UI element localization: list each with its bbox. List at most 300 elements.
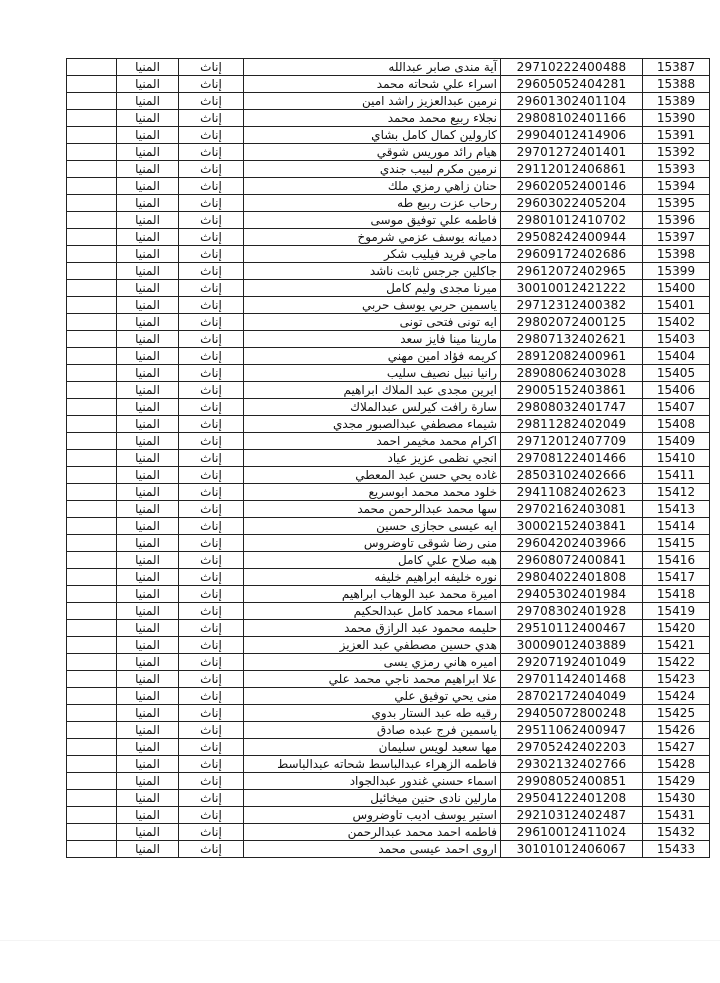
gender-cell: إناث [179, 399, 244, 416]
table-row [67, 110, 710, 127]
empty-cell [67, 501, 117, 518]
serial-number-cell: 15406 [643, 382, 710, 399]
national-id-cell: 29504122401208 [501, 790, 643, 807]
name-cell: علا ابراهيم محمد ناجي محمد علي [244, 671, 501, 688]
governorate-cell: المنيا [117, 501, 179, 518]
serial-number-cell: 15426 [643, 722, 710, 739]
governorate-cell: المنيا [117, 382, 179, 399]
name-cell: فاطمه الزهراء عبدالباسط شحاته عبدالباسط [244, 756, 501, 773]
serial-number-cell: 15388 [643, 76, 710, 93]
serial-number-cell: 15393 [643, 161, 710, 178]
table-row [67, 552, 710, 569]
table-row [67, 484, 710, 501]
empty-cell [67, 688, 117, 705]
gender-cell: إناث [179, 314, 244, 331]
name-cell: مها سعيد لويس سليمان [244, 739, 501, 756]
name-cell: هبه صلاح علي كامل [244, 552, 501, 569]
empty-cell [67, 382, 117, 399]
name-cell: جاكلين جرجس ثابت ناشد [244, 263, 501, 280]
serial-number-cell: 15415 [643, 535, 710, 552]
governorate-cell: المنيا [117, 722, 179, 739]
serial-number-cell: 15425 [643, 705, 710, 722]
name-cell: اسراء علي شحاته محمد [244, 76, 501, 93]
governorate-cell: المنيا [117, 416, 179, 433]
national-id-cell: 29808032401747 [501, 399, 643, 416]
governorate-cell: المنيا [117, 739, 179, 756]
gender-cell: إناث [179, 518, 244, 535]
table-row [67, 501, 710, 518]
gender-cell: إناث [179, 280, 244, 297]
table-row [67, 59, 710, 76]
empty-cell [67, 654, 117, 671]
name-cell: غاده يحي حسن عبد المعطي [244, 467, 501, 484]
name-cell: اسماء حسني غندور عبدالجواد [244, 773, 501, 790]
table-row [67, 161, 710, 178]
governorate-cell: المنيا [117, 433, 179, 450]
serial-number-cell: 15389 [643, 93, 710, 110]
governorate-cell: المنيا [117, 127, 179, 144]
serial-number-cell: 15424 [643, 688, 710, 705]
name-cell: كارولين كمال كامل بشاي [244, 127, 501, 144]
name-cell: سها محمد عبدالرحمن محمد [244, 501, 501, 518]
serial-number-cell: 15402 [643, 314, 710, 331]
serial-number-cell: 15420 [643, 620, 710, 637]
serial-number-cell: 15405 [643, 365, 710, 382]
empty-cell [67, 127, 117, 144]
gender-cell: إناث [179, 841, 244, 858]
name-cell: فاطمه احمد محمد عبدالرحمن [244, 824, 501, 841]
national-id-cell: 29609172402686 [501, 246, 643, 263]
serial-number-cell: 15421 [643, 637, 710, 654]
table-row [67, 365, 710, 382]
gender-cell: إناث [179, 603, 244, 620]
empty-cell [67, 178, 117, 195]
governorate-cell: المنيا [117, 790, 179, 807]
page-bottom-edge [0, 940, 720, 941]
gender-cell: إناث [179, 586, 244, 603]
national-id-cell: 29712312400382 [501, 297, 643, 314]
national-id-cell: 29602052400146 [501, 178, 643, 195]
gender-cell: إناث [179, 722, 244, 739]
national-id-cell: 29005152403861 [501, 382, 643, 399]
table-row [67, 773, 710, 790]
national-id-cell: 29701142401468 [501, 671, 643, 688]
governorate-cell: المنيا [117, 110, 179, 127]
national-id-cell: 29411082402623 [501, 484, 643, 501]
table-row [67, 586, 710, 603]
serial-number-cell: 15409 [643, 433, 710, 450]
empty-cell [67, 620, 117, 637]
serial-number-cell: 15422 [643, 654, 710, 671]
serial-number-cell: 15429 [643, 773, 710, 790]
empty-cell [67, 59, 117, 76]
national-id-cell: 29708302401928 [501, 603, 643, 620]
table-row [67, 824, 710, 841]
empty-cell [67, 450, 117, 467]
national-id-cell: 29405302401984 [501, 586, 643, 603]
national-id-cell: 29405072800248 [501, 705, 643, 722]
national-id-cell: 29603022405204 [501, 195, 643, 212]
governorate-cell: المنيا [117, 688, 179, 705]
governorate-cell: المنيا [117, 59, 179, 76]
table-row [67, 467, 710, 484]
gender-cell: إناث [179, 161, 244, 178]
serial-number-cell: 15398 [643, 246, 710, 263]
name-cell: منى رضا شوقى تاوضروس [244, 535, 501, 552]
table-row [67, 93, 710, 110]
name-cell: اكرام محمد مخيمر احمد [244, 433, 501, 450]
governorate-cell: المنيا [117, 144, 179, 161]
table-row [67, 76, 710, 93]
name-cell: فاطمه علي توفيق موسى [244, 212, 501, 229]
serial-number-cell: 15428 [643, 756, 710, 773]
gender-cell: إناث [179, 433, 244, 450]
gender-cell: إناث [179, 348, 244, 365]
serial-number-cell: 15427 [643, 739, 710, 756]
empty-cell [67, 212, 117, 229]
national-id-cell: 29811282402049 [501, 416, 643, 433]
gender-cell: إناث [179, 195, 244, 212]
empty-cell [67, 739, 117, 756]
governorate-cell: المنيا [117, 484, 179, 501]
national-id-cell: 29210312402487 [501, 807, 643, 824]
name-cell: ياسمين حربي يوسف حربي [244, 297, 501, 314]
table-row [67, 739, 710, 756]
empty-cell [67, 586, 117, 603]
national-id-cell: 29702162403081 [501, 501, 643, 518]
national-id-cell: 29112012406861 [501, 161, 643, 178]
serial-number-cell: 15410 [643, 450, 710, 467]
governorate-cell: المنيا [117, 654, 179, 671]
name-cell: استير يوسف اديب تاوضروس [244, 807, 501, 824]
name-cell: اميرة محمد عبد الوهاب ابراهيم [244, 586, 501, 603]
name-cell: ياسمين فرج عبده صادق [244, 722, 501, 739]
table-row [67, 569, 710, 586]
governorate-cell: المنيا [117, 161, 179, 178]
serial-number-cell: 15413 [643, 501, 710, 518]
governorate-cell: المنيا [117, 603, 179, 620]
name-cell: آية مندى صابر عبدالله [244, 59, 501, 76]
name-cell: مارينا مينا فايز سعد [244, 331, 501, 348]
empty-cell [67, 280, 117, 297]
empty-cell [67, 297, 117, 314]
name-cell: حليمه محمود عبد الرازق محمد [244, 620, 501, 637]
empty-cell [67, 705, 117, 722]
national-id-cell: 29610012411024 [501, 824, 643, 841]
serial-number-cell: 15399 [643, 263, 710, 280]
national-id-cell: 30009012403889 [501, 637, 643, 654]
name-cell: حنان زاهي رمزي ملك [244, 178, 501, 195]
national-id-cell: 29802072400125 [501, 314, 643, 331]
name-cell: مارلين نادى حنين ميخائيل [244, 790, 501, 807]
governorate-cell: المنيا [117, 518, 179, 535]
governorate-cell: المنيا [117, 671, 179, 688]
name-cell: كريمه فؤاد امين مهني [244, 348, 501, 365]
serial-number-cell: 15391 [643, 127, 710, 144]
gender-cell: إناث [179, 110, 244, 127]
empty-cell [67, 671, 117, 688]
governorate-cell: المنيا [117, 586, 179, 603]
serial-number-cell: 15387 [643, 59, 710, 76]
national-id-cell: 28702172404049 [501, 688, 643, 705]
serial-number-cell: 15390 [643, 110, 710, 127]
name-cell: انجي نظمى عزيز عياد [244, 450, 501, 467]
empty-cell [67, 535, 117, 552]
empty-cell [67, 484, 117, 501]
empty-cell [67, 841, 117, 858]
empty-cell [67, 569, 117, 586]
name-cell: رقيه طه عبد الستار بدوي [244, 705, 501, 722]
name-cell: رحاب عزت ربيع طه [244, 195, 501, 212]
governorate-cell: المنيا [117, 178, 179, 195]
empty-cell [67, 433, 117, 450]
table-row [67, 535, 710, 552]
table-row [67, 416, 710, 433]
national-id-cell: 29904012414906 [501, 127, 643, 144]
gender-cell: إناث [179, 297, 244, 314]
governorate-cell: المنيا [117, 212, 179, 229]
gender-cell: إناث [179, 144, 244, 161]
gender-cell: إناث [179, 501, 244, 518]
empty-cell [67, 331, 117, 348]
gender-cell: إناث [179, 535, 244, 552]
governorate-cell: المنيا [117, 297, 179, 314]
governorate-cell: المنيا [117, 569, 179, 586]
serial-number-cell: 15433 [643, 841, 710, 858]
table-row [67, 722, 710, 739]
national-id-cell: 29712012407709 [501, 433, 643, 450]
applicants-table-body [67, 59, 710, 858]
name-cell: ايه تونى فتحى تونى [244, 314, 501, 331]
table-row [67, 790, 710, 807]
table-row [67, 297, 710, 314]
national-id-cell: 28912082400961 [501, 348, 643, 365]
gender-cell: إناث [179, 467, 244, 484]
name-cell: نوره خليفه ابراهيم خليفه [244, 569, 501, 586]
governorate-cell: المنيا [117, 229, 179, 246]
governorate-cell: المنيا [117, 93, 179, 110]
governorate-cell: المنيا [117, 331, 179, 348]
table-row [67, 603, 710, 620]
governorate-cell: المنيا [117, 263, 179, 280]
table-row [67, 433, 710, 450]
gender-cell: إناث [179, 382, 244, 399]
name-cell: نرمين مكرم لبيب جندي [244, 161, 501, 178]
table-row [67, 178, 710, 195]
gender-cell: إناث [179, 76, 244, 93]
governorate-cell: المنيا [117, 246, 179, 263]
serial-number-cell: 15418 [643, 586, 710, 603]
national-id-cell: 29710222400488 [501, 59, 643, 76]
empty-cell [67, 263, 117, 280]
governorate-cell: المنيا [117, 552, 179, 569]
gender-cell: إناث [179, 331, 244, 348]
serial-number-cell: 15401 [643, 297, 710, 314]
national-id-cell: 29207192401049 [501, 654, 643, 671]
governorate-cell: المنيا [117, 841, 179, 858]
empty-cell [67, 518, 117, 535]
name-cell: رانيا نبيل نصيف سليب [244, 365, 501, 382]
national-id-cell: 29605052404281 [501, 76, 643, 93]
empty-cell [67, 161, 117, 178]
governorate-cell: المنيا [117, 280, 179, 297]
national-id-cell: 30002152403841 [501, 518, 643, 535]
table-row [67, 688, 710, 705]
gender-cell: إناث [179, 569, 244, 586]
gender-cell: إناث [179, 620, 244, 637]
national-id-cell: 29601302401104 [501, 93, 643, 110]
table-row [67, 756, 710, 773]
name-cell: خلود محمد محمد ابوسريع [244, 484, 501, 501]
name-cell: شيماء مصطفي عبدالصبور مجدي [244, 416, 501, 433]
national-id-cell: 29804022401808 [501, 569, 643, 586]
name-cell: نجلاء ربيع محمد محمد [244, 110, 501, 127]
table-row [67, 212, 710, 229]
name-cell: ميرنا مجدى وليم كامل [244, 280, 501, 297]
national-id-cell: 29612072402965 [501, 263, 643, 280]
table-row [67, 705, 710, 722]
serial-number-cell: 15419 [643, 603, 710, 620]
empty-cell [67, 76, 117, 93]
empty-cell [67, 790, 117, 807]
serial-number-cell: 15431 [643, 807, 710, 824]
name-cell: منى يحي توفيق علي [244, 688, 501, 705]
serial-number-cell: 15408 [643, 416, 710, 433]
table-row [67, 246, 710, 263]
national-id-cell: 29708122401466 [501, 450, 643, 467]
name-cell: ايه عيسى حجازى حسين [244, 518, 501, 535]
gender-cell: إناث [179, 773, 244, 790]
national-id-cell: 29701272401401 [501, 144, 643, 161]
empty-cell [67, 365, 117, 382]
gender-cell: إناث [179, 807, 244, 824]
table-row [67, 144, 710, 161]
national-id-cell: 29510112400467 [501, 620, 643, 637]
gender-cell: إناث [179, 59, 244, 76]
empty-cell [67, 229, 117, 246]
gender-cell: إناث [179, 637, 244, 654]
national-id-cell: 29908052400851 [501, 773, 643, 790]
serial-number-cell: 15432 [643, 824, 710, 841]
governorate-cell: المنيا [117, 705, 179, 722]
national-id-cell: 28503102402666 [501, 467, 643, 484]
gender-cell: إناث [179, 756, 244, 773]
national-id-cell: 30101012406067 [501, 841, 643, 858]
table-row [67, 399, 710, 416]
governorate-cell: المنيا [117, 450, 179, 467]
gender-cell: إناث [179, 824, 244, 841]
gender-cell: إناث [179, 450, 244, 467]
empty-cell [67, 722, 117, 739]
national-id-cell: 28908062403028 [501, 365, 643, 382]
name-cell: اسماء محمد كامل عبدالحكيم [244, 603, 501, 620]
empty-cell [67, 314, 117, 331]
gender-cell: إناث [179, 705, 244, 722]
national-id-cell: 29807132402621 [501, 331, 643, 348]
table-row [67, 314, 710, 331]
national-id-cell: 29604202403966 [501, 535, 643, 552]
serial-number-cell: 15417 [643, 569, 710, 586]
serial-number-cell: 15396 [643, 212, 710, 229]
governorate-cell: المنيا [117, 535, 179, 552]
governorate-cell: المنيا [117, 348, 179, 365]
table-row [67, 348, 710, 365]
empty-cell [67, 195, 117, 212]
gender-cell: إناث [179, 671, 244, 688]
table-row [67, 620, 710, 637]
empty-cell [67, 416, 117, 433]
empty-cell [67, 637, 117, 654]
empty-cell [67, 603, 117, 620]
serial-number-cell: 15395 [643, 195, 710, 212]
national-id-cell: 29302132402766 [501, 756, 643, 773]
table-row [67, 841, 710, 858]
gender-cell: إناث [179, 365, 244, 382]
gender-cell: إناث [179, 416, 244, 433]
table-row [67, 637, 710, 654]
name-cell: ماجي فريد فيليب شكر [244, 246, 501, 263]
serial-number-cell: 15423 [643, 671, 710, 688]
governorate-cell: المنيا [117, 399, 179, 416]
applicants-table [66, 58, 710, 858]
national-id-cell: 29801012410702 [501, 212, 643, 229]
governorate-cell: المنيا [117, 467, 179, 484]
name-cell: هيام رائد موريس شوقي [244, 144, 501, 161]
serial-number-cell: 15411 [643, 467, 710, 484]
empty-cell [67, 552, 117, 569]
serial-number-cell: 15404 [643, 348, 710, 365]
serial-number-cell: 15407 [643, 399, 710, 416]
empty-cell [67, 807, 117, 824]
gender-cell: إناث [179, 739, 244, 756]
gender-cell: إناث [179, 127, 244, 144]
governorate-cell: المنيا [117, 756, 179, 773]
governorate-cell: المنيا [117, 195, 179, 212]
serial-number-cell: 15430 [643, 790, 710, 807]
governorate-cell: المنيا [117, 824, 179, 841]
governorate-cell: المنيا [117, 365, 179, 382]
national-id-cell: 29705242402203 [501, 739, 643, 756]
table-row [67, 229, 710, 246]
table-row [67, 195, 710, 212]
empty-cell [67, 144, 117, 161]
empty-cell [67, 348, 117, 365]
national-id-cell: 29608072400841 [501, 552, 643, 569]
name-cell: ايرين مجدى عبد الملاك ابراهيم [244, 382, 501, 399]
gender-cell: إناث [179, 263, 244, 280]
national-id-cell: 29508242400944 [501, 229, 643, 246]
gender-cell: إناث [179, 93, 244, 110]
serial-number-cell: 15412 [643, 484, 710, 501]
serial-number-cell: 15400 [643, 280, 710, 297]
empty-cell [67, 93, 117, 110]
empty-cell [67, 110, 117, 127]
empty-cell [67, 399, 117, 416]
gender-cell: إناث [179, 212, 244, 229]
gender-cell: إناث [179, 484, 244, 501]
table-row [67, 671, 710, 688]
serial-number-cell: 15403 [643, 331, 710, 348]
table-row [67, 518, 710, 535]
gender-cell: إناث [179, 229, 244, 246]
empty-cell [67, 756, 117, 773]
national-id-cell: 29808102401166 [501, 110, 643, 127]
serial-number-cell: 15414 [643, 518, 710, 535]
empty-cell [67, 824, 117, 841]
table-row [67, 263, 710, 280]
table-row [67, 280, 710, 297]
empty-cell [67, 467, 117, 484]
